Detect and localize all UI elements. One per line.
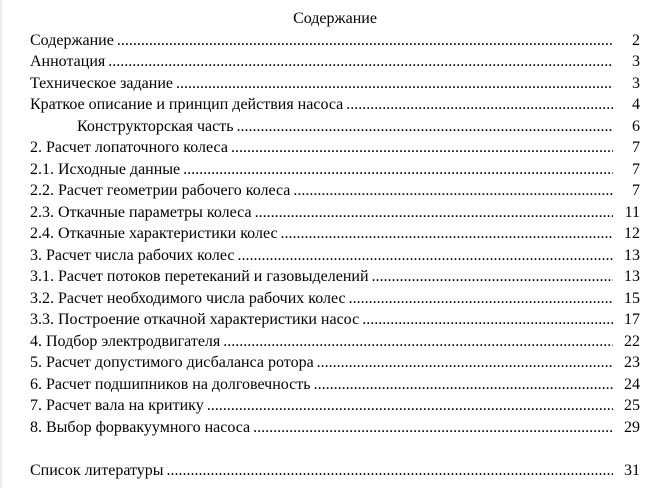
toc-entry-page: 24: [624, 375, 640, 393]
toc-entry[interactable]: [30, 94, 640, 116]
toc-entry[interactable]: [30, 30, 640, 52]
toc-entry-label: 3.3. Построение откачной характеристики насос: [30, 311, 360, 328]
toc-entry-page: 13: [624, 246, 640, 264]
toc-entry-page: 11: [624, 203, 640, 221]
leader-dots-icon: [183, 159, 613, 181]
leader-dots-icon: [293, 180, 613, 202]
toc-entry-label: 4. Подбор электродвигателя: [30, 332, 221, 350]
toc-entry-page: 6: [632, 117, 640, 135]
toc-entry[interactable]: [30, 288, 640, 310]
toc-entry-label: 2.4. Откачные характеристики колес: [30, 225, 278, 242]
toc-entry-label: 2.1. Исходные данные: [30, 160, 181, 178]
leader-dots-icon: [253, 417, 613, 439]
toc-list: [30, 30, 640, 482]
leader-dots-icon: [317, 352, 613, 374]
toc-entry-page: 25: [624, 397, 640, 414]
toc-entry[interactable]: [30, 202, 640, 224]
toc-entry-label: Техническое задание: [30, 74, 173, 92]
toc-entry-label: Содержание: [30, 31, 114, 49]
leader-dots-icon: [108, 51, 613, 73]
leader-dots-icon: [117, 30, 613, 52]
toc-entry-page: 13: [624, 268, 640, 285]
toc-entry[interactable]: [30, 374, 640, 396]
toc-entry-label: Краткое описание и принцип действия насоса: [30, 96, 344, 113]
toc-entry[interactable]: [30, 460, 640, 482]
leader-dots-icon: [372, 266, 613, 288]
leader-dots-icon: [346, 94, 613, 116]
toc-entry-page: 31: [624, 461, 640, 479]
leader-dots-icon: [281, 223, 613, 245]
toc-entry-label: Список литературы: [30, 461, 164, 479]
leader-dots-icon: [238, 245, 614, 267]
toc-entry-page: 17: [624, 311, 640, 328]
toc-entry[interactable]: [30, 137, 640, 159]
toc-entry[interactable]: [30, 309, 640, 331]
toc-entry[interactable]: [30, 266, 640, 288]
toc-entry-page: 3: [632, 74, 640, 92]
toc-entry-label: 3.2. Расчет необходимого числа рабочих колес: [30, 289, 346, 307]
toc-entry[interactable]: [30, 395, 640, 417]
leader-dots-icon: [255, 202, 613, 224]
page-title: Содержание: [293, 10, 377, 27]
toc-entry-label: 3. Расчет числа рабочих колес: [30, 246, 235, 264]
toc-entry-label: Конструкторская часть: [77, 117, 234, 135]
leader-dots-icon: [349, 288, 613, 310]
toc-entry[interactable]: [30, 116, 640, 138]
leader-dots-icon: [207, 395, 613, 417]
toc-entry-page: 29: [624, 418, 640, 436]
toc-entry[interactable]: [30, 51, 640, 73]
leader-dots-icon: [231, 137, 613, 159]
toc-entry[interactable]: [30, 223, 640, 245]
toc-entry-page: 3: [632, 53, 640, 70]
toc-entry[interactable]: [30, 180, 640, 202]
toc-entry-label: 2.3. Откачные параметры колеса: [30, 203, 252, 221]
toc-entry-page: 7: [632, 182, 640, 199]
toc-entry-page: 7: [632, 139, 640, 156]
toc-entry-page: 4: [632, 96, 640, 113]
leader-dots-icon: [314, 374, 613, 396]
leader-dots-icon: [362, 309, 613, 331]
toc-entry-page: 22: [624, 332, 640, 350]
toc-entry-label: Аннотация: [30, 53, 106, 70]
leader-dots-icon: [176, 73, 613, 95]
leader-dots-icon: [237, 116, 614, 138]
toc-entry-page: 15: [624, 289, 640, 307]
toc-entry-page: 7: [632, 160, 640, 178]
toc-entry[interactable]: [30, 73, 640, 95]
toc-entry[interactable]: [30, 352, 640, 374]
toc-entry-label: 2.2. Расчет геометрии рабочего колеса: [30, 182, 291, 199]
toc-entry-label: 8. Выбор форвакуумного насоса: [30, 418, 251, 436]
leader-dots-icon: [223, 331, 613, 353]
toc-entry[interactable]: [30, 159, 640, 181]
toc-entry-label: 2. Расчет лопаточного колеса: [30, 139, 228, 156]
toc-entry[interactable]: [30, 331, 640, 353]
toc-entry[interactable]: [30, 245, 640, 267]
toc-entry[interactable]: [30, 417, 640, 439]
toc-entry-label: 5. Расчет допустимого дисбаланса ротора: [30, 354, 314, 371]
toc-entry-label: 6. Расчет подшипников на долговечность: [30, 375, 311, 393]
leader-dots-icon: [167, 460, 613, 482]
toc-entry-page: 2: [632, 31, 640, 49]
toc-entry-page: 12: [624, 225, 640, 242]
toc-entry-page: 23: [624, 354, 640, 371]
toc-entry-label: 3.1. Расчет потоков перетеканий и газовыделений: [30, 268, 369, 285]
toc-entry-label: 7. Расчет вала на критику: [30, 397, 204, 414]
